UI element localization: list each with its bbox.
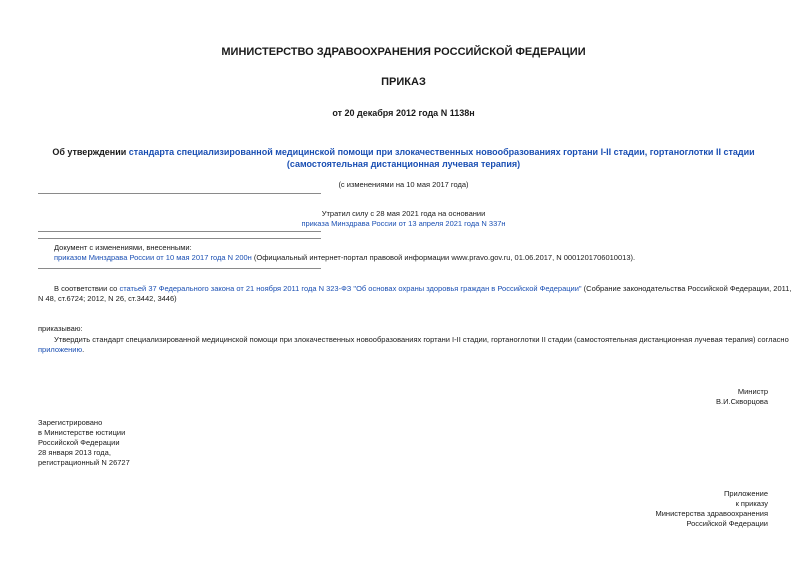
- order-text-end: [38, 345, 84, 355]
- changes-line: [54, 253, 635, 263]
- appendix-line: Российской Федерации: [686, 519, 768, 528]
- changes-order-link[interactable]: приказом Минздрава России от 10 мая 2017 года N 200н: [54, 253, 252, 262]
- doc-type-heading: ПРИКАЗ: [381, 76, 426, 88]
- appendix-line: Приложение: [724, 489, 768, 498]
- appendix-line: Министерства здравоохранения: [655, 509, 768, 518]
- federal-law-link[interactable]: статьей 37 Федерального закона от 21 ноября 2011 года N 323-ФЗ "Об основах охраны здоровья граждан в Российской Федерации": [119, 284, 582, 293]
- appendix-block: [656, 489, 769, 529]
- registration-line: Российской Федерации: [38, 438, 120, 447]
- standard-link[interactable]: стандарта специализированной медицинской помощи при злокачественных новообразованиях гортани I-II стадии, гортаноглотки II стадии: [128, 147, 755, 157]
- registration-line: Зарегистрировано: [38, 418, 103, 427]
- expiry-order-link[interactable]: приказа Минздрава России от 13 апреля 2021 года N 337н: [301, 219, 506, 228]
- doc-title-line2: [0, 159, 807, 169]
- amendment-note: (с изменениями на 10 мая 2017 года): [338, 180, 469, 189]
- registration-block: [38, 418, 130, 468]
- basis-prefix: В соответствии со: [54, 284, 120, 293]
- signature-name: В.И.Скворцова: [716, 397, 768, 406]
- order-end-punct: .: [82, 345, 85, 354]
- basis-source: (Собрание законодательства Российской Федерации, 2011,: [581, 284, 792, 293]
- registration-line: в Министерстве юстиции: [38, 428, 126, 437]
- changes-source: (Официальный интернет-портал правовой информации www.pravo.gov.ru, 01.06.2017, N 0001201706010013).: [251, 253, 636, 262]
- basis-line1: [54, 284, 792, 294]
- divider: [38, 231, 321, 232]
- appendix-line: к приказу: [735, 499, 768, 508]
- registration-line: 28 января 2013 года,: [38, 448, 111, 457]
- title-prefix: Об утверждении: [52, 147, 129, 157]
- doc-title-line1: [0, 147, 807, 157]
- divider: [38, 238, 321, 239]
- divider: [38, 193, 321, 194]
- expiry-note: Утратил силу с 28 мая 2021 года на основании: [321, 209, 486, 218]
- basis-line2: N 48, ст.6724; 2012, N 26, ст.3442, 3446): [38, 294, 177, 303]
- expiry-link-line: [0, 219, 807, 229]
- changes-label: Документ с изменениями, внесенными:: [54, 243, 192, 252]
- order-text: Утвердить стандарт специализированной медицинской помощи при злокачественных новообразованиях гортани I-II стадии, гортаноглотки II стадии (самостоятельная дистанционная лучевая терапия) согласно: [54, 335, 789, 344]
- doc-date-number: от 20 декабря 2012 года N 1138н: [332, 108, 475, 118]
- order-label: приказываю:: [38, 324, 83, 333]
- standard-link-cont[interactable]: (самостоятельная дистанционная лучевая терапия): [286, 159, 521, 169]
- registration-line: регистрационный N 26727: [38, 458, 130, 467]
- divider: [38, 268, 321, 269]
- signature-title: Министр: [737, 387, 768, 396]
- appendix-link[interactable]: приложению: [38, 345, 83, 354]
- ministry-heading: МИНИСТЕРСТВО ЗДРАВООХРАНЕНИЯ РОССИЙСКОЙ ФЕДЕРАЦИИ: [221, 46, 586, 58]
